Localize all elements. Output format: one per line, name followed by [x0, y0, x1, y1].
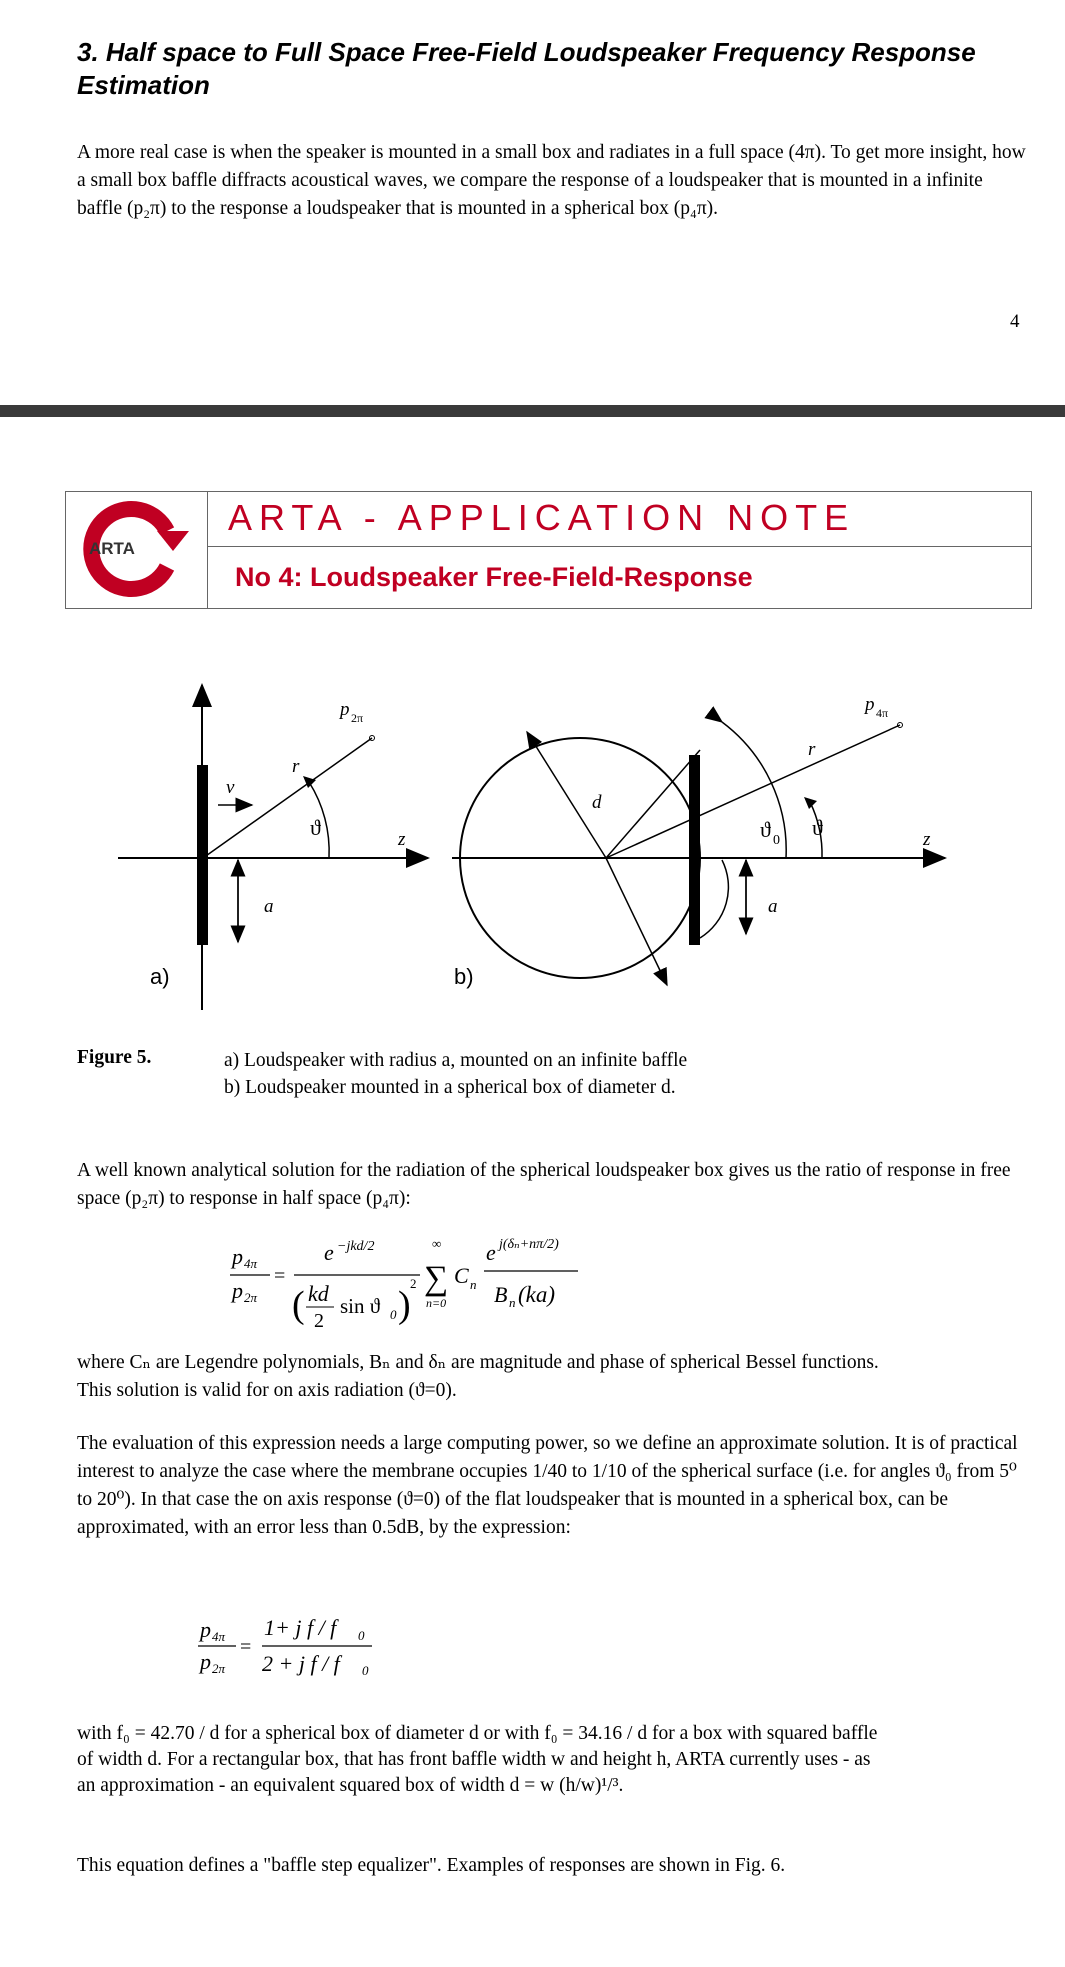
- svg-text:C: C: [454, 1263, 469, 1288]
- svg-text:): ): [398, 1284, 411, 1326]
- paragraph-4-line-1: with f₀ = 42.70 / d for a spherical box of diameter d or with f₀ = 34.16 / d for a box with squared baffle: [77, 1723, 878, 1744]
- arta-logo: [65, 491, 206, 607]
- svg-text:0: 0: [362, 1663, 369, 1678]
- svg-text:4π: 4π: [212, 1629, 226, 1644]
- svg-text:p: p: [232, 1278, 243, 1303]
- theta0-sub: 0: [773, 833, 780, 848]
- svg-text:0: 0: [390, 1307, 397, 1322]
- svg-text:4π: 4π: [244, 1256, 258, 1271]
- paragraph-2-line-2: This solution is valid for on axis radiation (ϑ=0).: [77, 1380, 457, 1401]
- a-label-a: a: [264, 896, 274, 917]
- svg-text:2 + j f / f: 2 + j f / f: [262, 1651, 340, 1676]
- svg-text:e: e: [486, 1240, 496, 1265]
- paragraph-5: This equation defines a "baffle step equalizer". Examples of responses are shown in Fig. 6.: [77, 1855, 786, 1876]
- svg-text:B: B: [494, 1282, 508, 1307]
- svg-text:2π: 2π: [212, 1661, 226, 1676]
- caption-b: b) Loudspeaker mounted in a spherical box of diameter d.: [224, 1077, 676, 1098]
- svg-text:=: =: [274, 1265, 286, 1287]
- svg-text:∞: ∞: [432, 1236, 442, 1251]
- z-label-b: z: [923, 829, 931, 850]
- z-label-a: z: [398, 829, 406, 850]
- svg-text:∑: ∑: [424, 1260, 449, 1297]
- svg-text:(ka): (ka): [518, 1282, 556, 1307]
- svg-text:=: =: [240, 1636, 252, 1658]
- figure-5-diagram: [0, 660, 1065, 1030]
- svg-text:n: n: [470, 1277, 477, 1292]
- v-label: v: [226, 777, 235, 798]
- section-heading: 3. Half space to Full Space Free-Field Loudspeaker Frequency Response Estimation: [77, 37, 976, 100]
- equation-2: [190, 1605, 390, 1685]
- svg-text:j(δₙ+nπ/2): j(δₙ+nπ/2): [499, 1237, 559, 1252]
- paragraph-4-line-3: an approximation - an equivalent squared box of width d = w (h/w)¹/³.: [77, 1775, 624, 1796]
- paragraph-2-line-1: where Cₙ are Legendre polynomials, Bₙ and δₙ are magnitude and phase of spherical Bessel functions.: [77, 1352, 879, 1373]
- p4pi-sub: 4π: [876, 706, 889, 720]
- svg-text:2π: 2π: [244, 1290, 258, 1305]
- caption-a: a) Loudspeaker with radius a, mounted on an infinite baffle: [224, 1050, 688, 1071]
- paragraph-4-line-2: of width d. For a rectangular box, that has front baffle width w and height h, ARTA currently uses - as: [77, 1749, 871, 1770]
- svg-text:p: p: [200, 1617, 211, 1642]
- page-divider: [0, 405, 1065, 417]
- svg-text:−jkd/2: −jkd/2: [337, 1239, 375, 1254]
- svg-text:e: e: [324, 1240, 334, 1265]
- logo-text: ARTA: [89, 539, 135, 558]
- svg-text:n: n: [509, 1295, 516, 1310]
- svg-text:1+ j f / f: 1+ j f / f: [264, 1615, 337, 1640]
- a-label-b: a: [768, 896, 778, 917]
- theta-label-b: ϑ: [812, 815, 823, 840]
- svg-text:p: p: [200, 1649, 211, 1674]
- p4pi-label: p: [865, 694, 875, 715]
- app-note-subtitle: No 4: Loudspeaker Free-Field-Response: [235, 562, 753, 592]
- p2pi-label: p: [340, 699, 350, 720]
- theta0-label: ϑ: [760, 817, 771, 842]
- panel-b: [452, 694, 945, 989]
- svg-text:2: 2: [410, 1276, 417, 1291]
- svg-text:n=0: n=0: [426, 1296, 447, 1310]
- figure-label: Figure 5.: [77, 1047, 152, 1068]
- d-label: d: [592, 792, 602, 813]
- app-note-title: ARTA - APPLICATION NOTE: [228, 497, 856, 538]
- svg-text:(: (: [292, 1284, 305, 1326]
- svg-text:p: p: [232, 1244, 243, 1269]
- intro-paragraph: A more real case is when the speaker is mounted in a small box and radiates in a full space (4π). To get more insight, how a small box baffle diffracts acoustical waves, we compare the response of a loudspeaker that is mounted in a infinite baffle (p₂π) to the response a loudspeaker that is mounted in a spherical box (p₄π).: [77, 142, 1026, 219]
- figure-caption: [224, 1047, 687, 1101]
- logo-cell: [65, 491, 208, 609]
- svg-text:sin ϑ: sin ϑ: [340, 1294, 381, 1318]
- panel-b-tag: b): [454, 964, 474, 989]
- equation-1: [200, 1225, 620, 1340]
- paragraph-3: The evaluation of this expression needs a large computing power, so we define an approximate solution. It is of practical interest to analyze the case where the membrane occupies 1/40 to 1/10 of the spherical surface (i.e. for angles ϑ₀ from 5⁰ to 20⁰). In that case the on axis response (ϑ=0) of the flat loudspeaker that is mounted in a spherical box, can be approximated, with an error less than 0.5dB, by the expression:: [77, 1433, 1018, 1538]
- panel-a: [118, 685, 428, 1010]
- page-number: 4: [1010, 311, 1020, 332]
- r-label-a: r: [292, 756, 300, 777]
- svg-text:0: 0: [358, 1628, 365, 1643]
- r-label-b: r: [808, 739, 816, 760]
- p2pi-sub: 2π: [351, 711, 364, 725]
- svg-text:kd: kd: [308, 1281, 329, 1306]
- svg-text:2: 2: [314, 1310, 324, 1332]
- paragraph-1: A well known analytical solution for the radiation of the spherical loudspeaker box gives us the ratio of response in free space (p₂π) to response in half space (p₄π):: [77, 1160, 1011, 1209]
- panel-a-tag: a): [150, 964, 170, 989]
- theta-label-a: ϑ: [310, 815, 321, 840]
